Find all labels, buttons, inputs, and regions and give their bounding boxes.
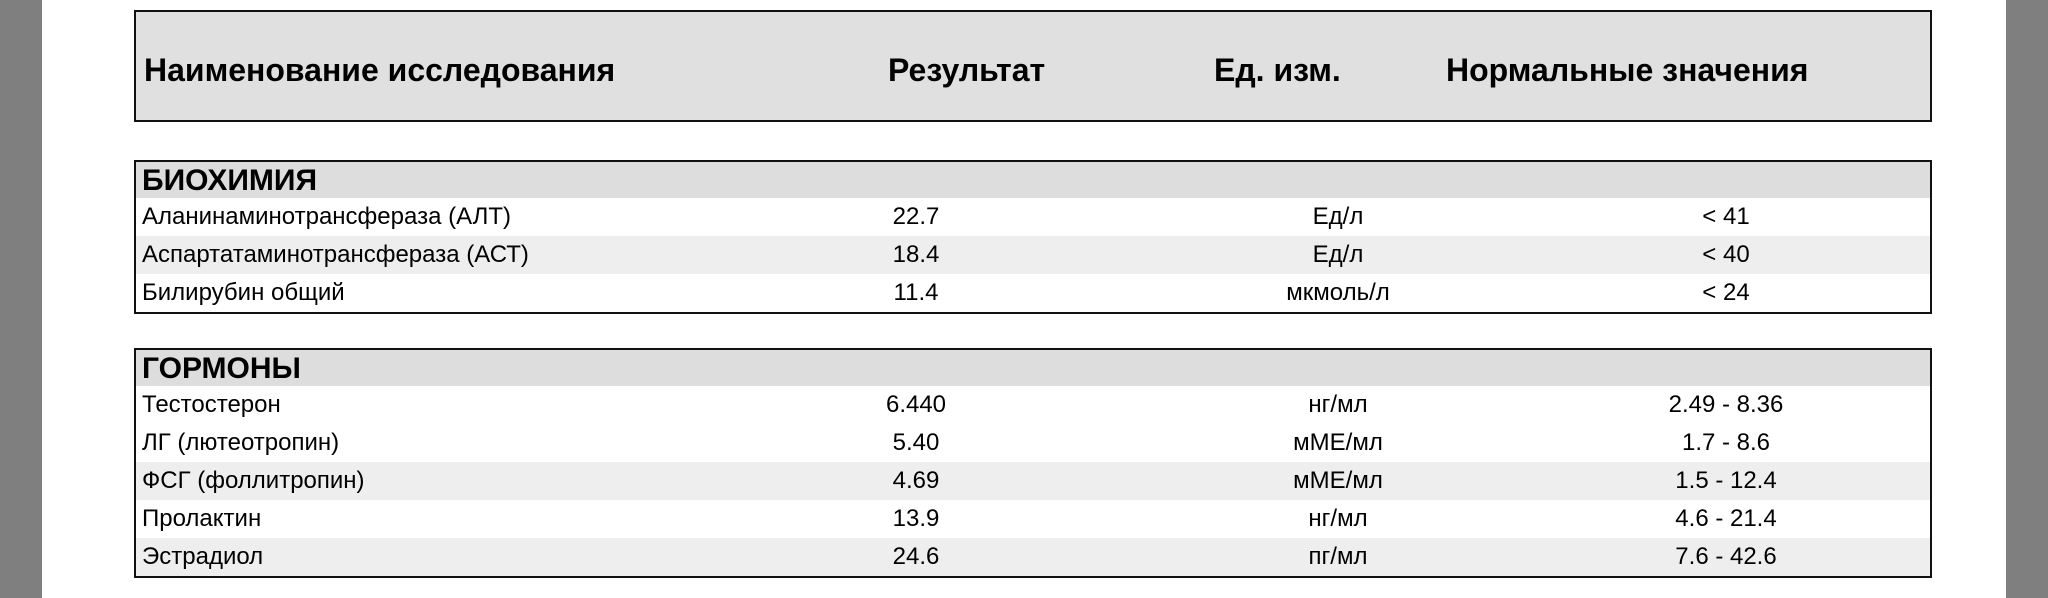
test-result: 24.6 xyxy=(892,543,940,570)
report-page xyxy=(42,0,2006,598)
test-name: ФСГ (фоллитропин) xyxy=(142,467,365,494)
section-biochemistry xyxy=(134,160,1932,314)
test-norm: 1.7 - 8.6 xyxy=(1681,429,1771,456)
test-name: Аланинаминотрансфераза (АЛТ) xyxy=(142,203,512,230)
test-unit: мкмоль/л xyxy=(1286,279,1390,306)
test-unit: Ед/л xyxy=(1312,241,1364,268)
test-result: 5.40 xyxy=(892,429,940,456)
table-row xyxy=(136,386,1930,424)
section-title: ГОРМОНЫ xyxy=(136,350,1930,386)
test-result: 13.9 xyxy=(892,505,940,532)
test-unit: пг/мл xyxy=(1308,543,1368,570)
test-result: 11.4 xyxy=(893,279,939,306)
table-row xyxy=(136,538,1930,576)
table-row xyxy=(136,274,1930,312)
test-unit: мМЕ/мл xyxy=(1293,429,1383,456)
table-row xyxy=(136,500,1930,538)
test-name: Билирубин общий xyxy=(142,279,345,306)
test-norm: 7.6 - 42.6 xyxy=(1675,543,1777,570)
table-row xyxy=(136,236,1930,274)
test-norm: 2.49 - 8.36 xyxy=(1668,391,1784,418)
test-name: Пролактин xyxy=(142,505,262,532)
header-unit: Ед. изм. xyxy=(1214,52,1341,88)
test-unit: мМЕ/мл xyxy=(1293,467,1383,494)
header-name: Наименование исследования xyxy=(144,52,616,88)
header-norm: Нормальные значения xyxy=(1446,52,1809,88)
test-norm: 1.5 - 12.4 xyxy=(1675,467,1777,494)
header-result: Результат xyxy=(888,52,1046,88)
test-norm: 4.6 - 21.4 xyxy=(1675,505,1777,532)
test-unit: нг/мл xyxy=(1308,505,1368,532)
table-row xyxy=(136,462,1930,500)
test-unit: нг/мл xyxy=(1308,391,1368,418)
test-unit: Ед/л xyxy=(1312,203,1364,230)
test-result: 22.7 xyxy=(892,203,940,230)
test-name: Тестостерон xyxy=(142,391,281,418)
test-norm: < 41 xyxy=(1702,203,1750,230)
test-name: ЛГ (лютеотропин) xyxy=(142,429,340,456)
section-title: БИОХИМИЯ xyxy=(136,162,1930,198)
test-norm: < 24 xyxy=(1702,279,1750,306)
test-name: Эстрадиол xyxy=(142,543,264,570)
table-row xyxy=(136,198,1930,236)
test-result: 18.4 xyxy=(892,241,940,268)
test-name: Аспартатаминотрансфераза (АСТ) xyxy=(142,241,529,268)
test-result: 4.69 xyxy=(892,467,940,494)
test-norm: < 40 xyxy=(1702,241,1750,268)
section-hormones xyxy=(134,348,1932,578)
table-row xyxy=(136,424,1930,462)
table-header xyxy=(134,10,1932,122)
test-result: 6.440 xyxy=(885,391,947,418)
